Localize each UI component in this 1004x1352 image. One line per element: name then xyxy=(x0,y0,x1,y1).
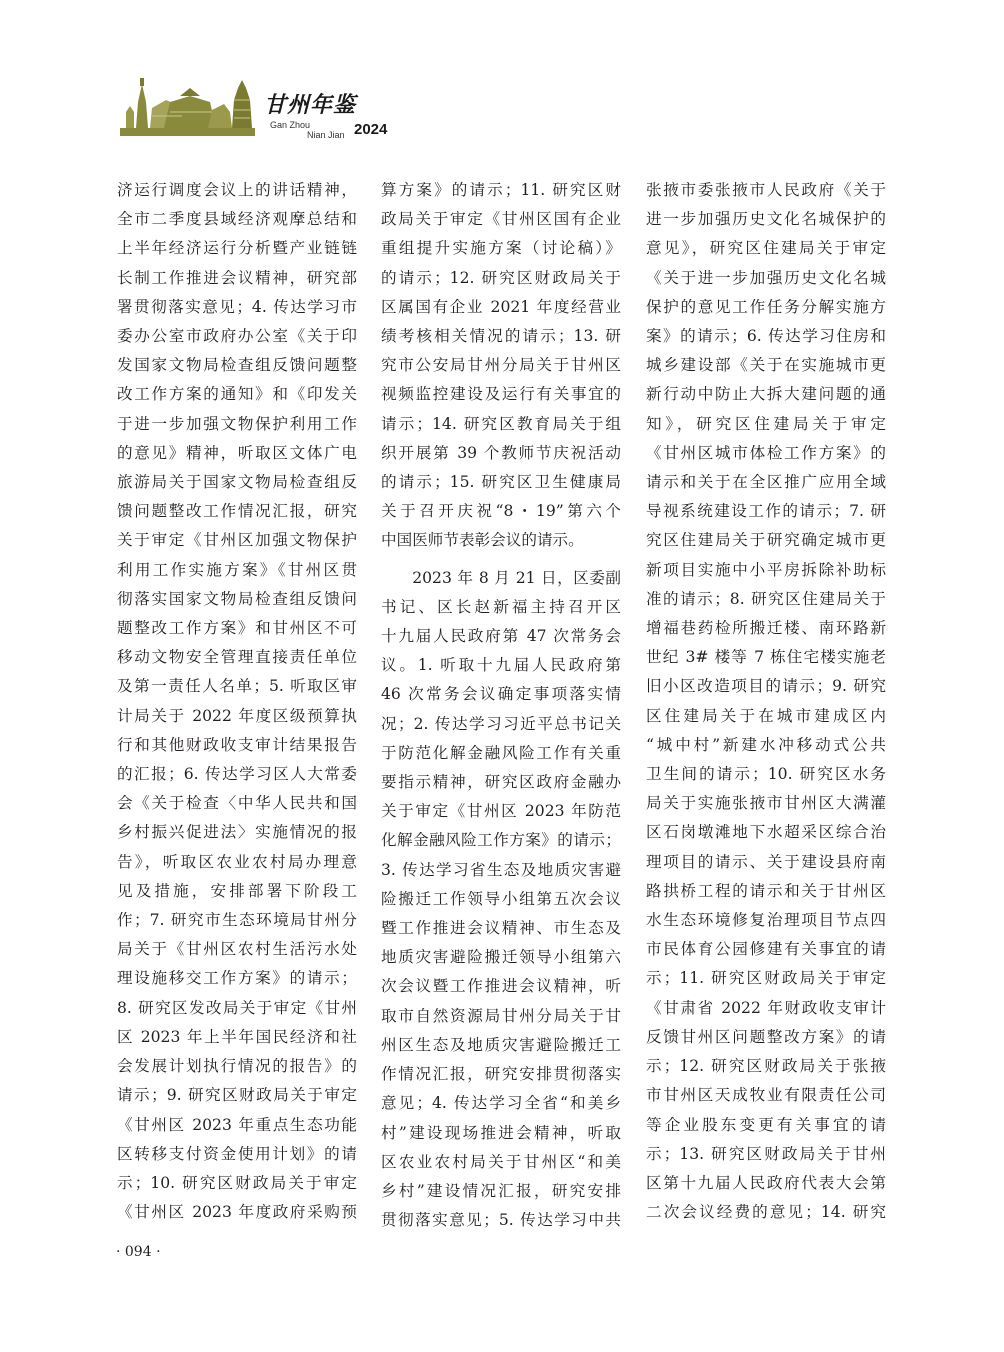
text-line: 彻落实国家文物局检查组反馈问 xyxy=(117,589,357,608)
text-line: 意见》，研究区住建局关于审定 xyxy=(646,239,886,258)
text-line: 《甘州区 2023 年重点生态功能 xyxy=(117,1115,357,1134)
text-line: 利用工作实施方案》《甘州区贯 xyxy=(117,560,357,579)
text-line: 市民体育公园修建有关事宜的请 xyxy=(646,940,886,959)
text-line: 示；13. 研究区财政局关于甘州 xyxy=(646,1144,886,1163)
text-line: 新行动中防止大拆大建问题的通 xyxy=(646,385,886,404)
text-line: 知》，研究区住建局关于审定 xyxy=(646,414,886,433)
text-line: 政局关于审定《甘州区国有企业 xyxy=(381,210,621,229)
text-line: 作情况汇报，研究安排贯彻落实 xyxy=(381,1065,621,1084)
text-line: 理设施移交工作方案》的请示； xyxy=(117,969,357,988)
text-line: 请示和关于在全区推广应用全域 xyxy=(646,473,886,492)
text-line: 会《关于检查〈中华人民共和国 xyxy=(117,794,357,813)
text-line: 的请示；12. 研究区财政局关于 xyxy=(381,268,621,287)
text-line: 区属国有企业 2021 年度经营业 xyxy=(381,297,621,316)
text-line: 旧小区改造项目的请示；9. 研究 xyxy=(646,677,886,696)
text-line: 区 2023 年上半年国民经济和社 xyxy=(117,1027,357,1046)
text-line: 村”建设现场推进会精神，听取 xyxy=(381,1123,621,1142)
text-line: 新项目实施中小平房拆除补助标 xyxy=(646,560,886,579)
text-line: 究市公安局甘州分局关于甘州区 xyxy=(381,356,621,375)
text-line: 险搬迁工作领导小组第五次会议 xyxy=(381,889,621,908)
text-line: 视频监控建设及运行有关事宜的 xyxy=(381,385,621,404)
text-line: 局关于《甘州区农村生活污水处 xyxy=(117,940,357,959)
page-header xyxy=(120,72,420,142)
text-column-3 xyxy=(646,176,886,1227)
text-line: 重组提升实施方案（讨论稿）》 xyxy=(381,239,621,258)
text-line: 发国家文物局检查组反馈问题整 xyxy=(117,356,357,375)
text-line: 示；11. 研究区财政局关于审定 xyxy=(646,969,886,988)
text-line: 计局关于 2022 年度区级预算执 xyxy=(117,706,357,725)
text-line: 长制工作推进会议精神，研究部 xyxy=(117,268,357,287)
text-line: 十九届人民政府第 47 次常务会 xyxy=(381,627,621,646)
text-line: 乡村”建设情况汇报，研究安排 xyxy=(381,1181,621,1200)
text-line: 卫生间的请示；10. 研究区水务 xyxy=(646,765,886,784)
text-line: 移动文物安全管理直接责任单位 xyxy=(117,648,357,667)
text-line: 于进一步加强文物保护利用工作 xyxy=(117,414,357,433)
text-line: 及第一责任人名单；5. 听取区审 xyxy=(117,677,357,696)
text-line: 行和其他财政收支审计结果报告 xyxy=(117,735,357,754)
text-line: 区住建局关于在城市建成区内 xyxy=(646,706,886,725)
text-line: 《甘肃省 2022 年财政收支审计 xyxy=(646,998,886,1017)
text-line: 关于审定《甘州区 2023 年防范 xyxy=(381,802,621,821)
yearbook-title: 甘州年鉴 xyxy=(264,92,357,118)
text-line: 《关于进一步加强历史文化名城 xyxy=(646,268,886,287)
text-line: 导视系统建设工作的请示；7. 研 xyxy=(646,502,886,521)
text-line: 请示；9. 研究区财政局关于审定 xyxy=(117,1086,357,1105)
text-line: 次会议暨工作推进会议精神，听 xyxy=(381,977,621,996)
pinyin-gan-zhou: Gan Zhou xyxy=(270,120,311,130)
text-line: 二次会议经费的意见；14. 研究 xyxy=(646,1203,886,1222)
city-skyline-logo xyxy=(120,72,255,138)
text-line: 全市二季度县域经济观摩总结和 xyxy=(117,210,357,229)
text-line: 乡村振兴促进法〉实施情况的报 xyxy=(117,823,357,842)
text-line: 会发展计划执行情况的报告》的 xyxy=(117,1057,357,1076)
text-line: 暨工作推进会议精神、市生态及 xyxy=(381,919,621,938)
text-line: 46 次常务会议确定事项落实情 xyxy=(381,685,621,704)
text-line: 请示；14. 研究区教育局关于组 xyxy=(381,414,621,433)
text-line: 案》的请示；6. 传达学习住房和 xyxy=(646,327,886,346)
text-line: 局关于实施张掖市甘州区大满灌 xyxy=(646,794,886,813)
text-line: “城中村”新建水冲移动式公共 xyxy=(646,735,886,754)
text-line: 水生态环境修复治理项目节点四 xyxy=(646,911,886,930)
text-line: 示；12. 研究区财政局关于张掖 xyxy=(646,1057,886,1076)
text-line: 化解金融风险工作方案》的请示； xyxy=(381,831,621,850)
text-line: 济运行调度会议上的讲话精神， xyxy=(117,181,357,199)
text-line: 关于审定《甘州区加强文物保护 xyxy=(117,531,357,550)
text-line: 况；2. 传达学习习近平总书记关 xyxy=(381,714,621,733)
text-line: 州区生态及地质灾害避险搬迁工 xyxy=(381,1035,621,1054)
text-line: 贯彻落实意见；5. 传达学习中共 xyxy=(381,1211,621,1230)
text-line: 署贯彻落实意见；4. 传达学习市 xyxy=(117,297,357,316)
text-line: 等企业股东变更有关事宜的请 xyxy=(646,1115,886,1134)
yearbook-year: 2024 xyxy=(354,121,388,138)
text-line: 理项目的请示、关于建设县府南 xyxy=(646,852,886,871)
text-line: 城乡建设部《关于在实施城市更 xyxy=(646,356,886,375)
text-line: 绩考核相关情况的请示；13. 研 xyxy=(381,327,621,346)
text-line: 3. 传达学习省生态及地质灾害避 xyxy=(381,860,621,879)
text-line: 改工作方案的通知》和《印发关 xyxy=(117,385,357,404)
pinyin-nian-jian: Nian Jian xyxy=(307,130,345,140)
text-line: 见及措施，安排部署下阶段工 xyxy=(117,881,357,900)
text-line: 《甘州区 2023 年度政府采购预 xyxy=(117,1203,357,1222)
text-line: 委办公室市政府办公室《关于印 xyxy=(117,327,357,346)
text-line: 上半年经济运行分析暨产业链链 xyxy=(117,239,357,258)
text-line: 区农业农村局关于甘州区“和美 xyxy=(381,1152,621,1171)
text-line: 示；10. 研究区财政局关于审定 xyxy=(117,1173,357,1192)
text-line: 张掖市委张掖市人民政府《关于 xyxy=(646,181,886,199)
text-line: 题整改工作方案》和甘州区不可 xyxy=(117,619,357,638)
text-line: 区第十九届人民政府代表大会第 xyxy=(646,1173,886,1192)
text-line: 区转移支付资金使用计划》的请 xyxy=(117,1144,357,1163)
text-line: 2023 年 8 月 21 日，区委副 xyxy=(412,568,621,587)
text-line: 要指示精神，研究区政府金融办 xyxy=(381,773,621,792)
text-line: 区石岗墩滩地下水超采区综合治 xyxy=(646,823,886,842)
text-line: 进一步加强历史文化名城保护的 xyxy=(646,210,886,229)
text-line: 织开展第 39 个教师节庆祝活动 xyxy=(381,443,621,462)
page-number: · 094 · xyxy=(116,1244,161,1260)
paragraph-gap xyxy=(381,556,621,564)
text-line: 的意见》精神，听取区文体广电 xyxy=(117,443,357,462)
text-line: 告》，听取区农业农村局办理意 xyxy=(117,852,357,871)
text-line: 中国医师节表彰会议的请示。 xyxy=(381,531,584,550)
text-column-1 xyxy=(117,176,357,1227)
text-line: 的请示；15. 研究区卫生健康局 xyxy=(381,473,621,492)
text-line: 《甘州区城市体检工作方案》的 xyxy=(646,443,886,462)
text-line: 算方案》的请示；11. 研究区财 xyxy=(381,181,621,199)
text-line: 准的请示；8. 研究区住建局关于 xyxy=(646,589,886,608)
text-line: 于防范化解金融风险工作有关重 xyxy=(381,743,621,762)
text-line: 书记、区长赵新福主持召开区 xyxy=(381,597,621,616)
text-line: 取市自然资源局甘州分局关于甘 xyxy=(381,1006,621,1025)
text-column-2 xyxy=(381,176,621,1235)
text-line: 市甘州区天成牧业有限责任公司 xyxy=(646,1086,886,1105)
text-line: 旅游局关于国家文物局检查组反 xyxy=(117,473,357,492)
text-line: 地质灾害避险搬迁领导小组第六 xyxy=(381,948,621,967)
text-line: 作；7. 研究市生态环境局甘州分 xyxy=(117,911,357,930)
text-line: 关于召开庆祝“8・19”第六个 xyxy=(381,502,621,521)
text-line: 保护的意见工作任务分解实施方 xyxy=(646,297,886,316)
text-line: 增福巷药检所搬迁楼、南环路新 xyxy=(646,619,886,638)
text-line: 的汇报；6. 传达学习区人大常委 xyxy=(117,765,357,784)
text-line: 议。1. 听取十九届人民政府第 xyxy=(381,656,621,675)
text-line: 究区住建局关于研究确定城市更 xyxy=(646,531,886,550)
text-line: 馈问题整改工作情况汇报，研究 xyxy=(117,502,357,521)
text-line: 世纪 3# 楼等 7 栋住宅楼实施老 xyxy=(646,648,886,667)
text-line: 8. 研究区发改局关于审定《甘州 xyxy=(117,998,357,1017)
text-line: 反馈甘州区问题整改方案》的请 xyxy=(646,1027,886,1046)
text-line: 意见；4. 传达学习全省“和美乡 xyxy=(381,1094,621,1113)
text-line: 路拱桥工程的请示和关于甘州区 xyxy=(646,881,886,900)
